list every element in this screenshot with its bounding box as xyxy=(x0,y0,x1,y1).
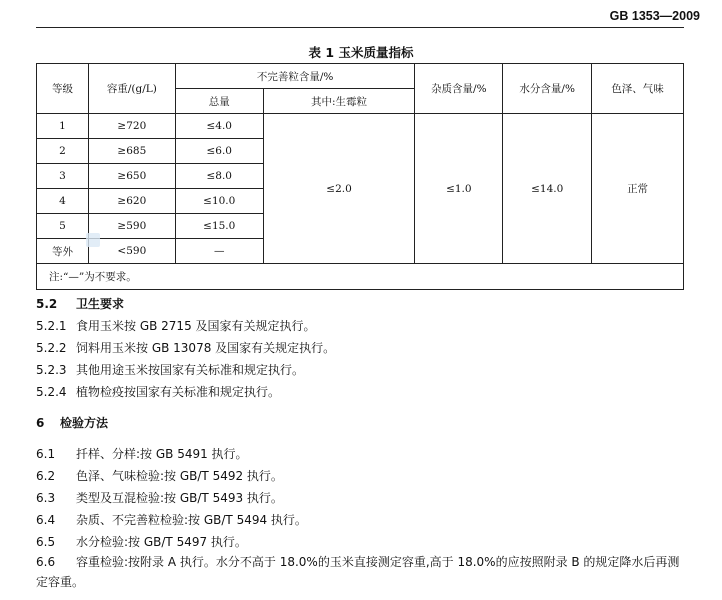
header-imperfect-kernels: 不完善粒含量/% xyxy=(175,64,415,89)
section-number: 5.2.4 xyxy=(36,385,67,399)
grade-cell: 等外 xyxy=(37,239,89,264)
section-number: 6.1 xyxy=(36,447,56,461)
header-impurity: 杂质含量/% xyxy=(415,64,503,114)
header-rule xyxy=(36,27,684,28)
color-odor-cell: 正常 xyxy=(592,114,684,264)
grade-cell: 1 xyxy=(37,114,89,139)
section-number: 6.2 xyxy=(36,469,56,483)
header-bulk-density: 容重/(g/L) xyxy=(88,64,175,114)
section-text: 容重检验:按附录 A 执行。水分不高于 18.0%的玉米直接测定容重,高于 18.0%的应按照附录 B 的规定降水后再测定容重。 xyxy=(36,555,680,589)
table-caption: 表 1 玉米质量指标 xyxy=(308,45,414,60)
section-text: 杂质、不完善粒检验:按 GB/T 5494 执行。 xyxy=(76,513,307,527)
section-number: 5.2.3 xyxy=(36,363,67,377)
section-number: 6.3 xyxy=(36,491,56,505)
section-text: 扦样、分样:按 GB 5491 执行。 xyxy=(76,447,248,461)
section-item xyxy=(36,512,307,528)
bulk-density-cell: <590 xyxy=(88,239,175,264)
section-text: 植物检疫按国家有关标准和规定执行。 xyxy=(76,385,281,399)
section-item xyxy=(36,534,247,550)
section-item xyxy=(36,552,686,592)
section-item xyxy=(36,318,316,334)
bulk-density-cell: ≥685 xyxy=(88,139,175,164)
imperfect-total-cell: ≤10.0 xyxy=(175,189,263,214)
section-text: 其他用途玉米按国家有关标准和规定执行。 xyxy=(76,363,305,377)
section-text: 检验方法 xyxy=(60,416,109,430)
section-number: 5.2 xyxy=(36,297,58,311)
section-item xyxy=(36,468,283,484)
imperfect-total-cell: ≤8.0 xyxy=(175,164,263,189)
bulk-density-cell: ≥720 xyxy=(88,114,175,139)
section-text: 色泽、气味检验:按 GB/T 5492 执行。 xyxy=(76,469,283,483)
imperfect-total-cell: ≤6.0 xyxy=(175,139,263,164)
section-text: 饲料用玉米按 GB 13078 及国家有关规定执行。 xyxy=(76,341,336,355)
table-row xyxy=(37,114,684,139)
section-number: 5.2.2 xyxy=(36,341,67,355)
section-heading xyxy=(36,415,108,431)
section-text: 类型及互混检验:按 GB/T 5493 执行。 xyxy=(76,491,283,505)
imperfect-total-cell: ≤15.0 xyxy=(175,214,263,239)
standard-number: GB 1353—2009 xyxy=(609,9,700,23)
section-number: 6.5 xyxy=(36,535,56,549)
bulk-density-cell: ≥650 xyxy=(88,164,175,189)
section-number: 6.6 xyxy=(36,555,56,569)
section-heading xyxy=(36,296,124,312)
grade-cell: 3 xyxy=(37,164,89,189)
quality-table xyxy=(36,63,684,290)
section-item xyxy=(36,446,248,462)
bulk-density-cell: ≥620 xyxy=(88,189,175,214)
imperfect-total-cell: ≤4.0 xyxy=(175,114,263,139)
section-item xyxy=(36,362,304,378)
section-number: 6.4 xyxy=(36,513,56,527)
section-number: 6 xyxy=(36,416,45,430)
section-item xyxy=(36,490,283,506)
header-imperfect-mould: 其中:生霉粒 xyxy=(263,89,415,114)
grade-cell: 2 xyxy=(37,139,89,164)
imperfect-total-cell: — xyxy=(175,239,263,264)
table-note: 注:“—”为不要求。 xyxy=(37,264,684,290)
section-text: 卫生要求 xyxy=(76,297,125,311)
mould-cell: ≤2.0 xyxy=(263,114,415,264)
watermark-mark xyxy=(86,233,100,247)
moisture-cell: ≤14.0 xyxy=(503,114,592,264)
section-item xyxy=(36,340,335,356)
header-grade: 等级 xyxy=(37,64,89,114)
header-imperfect-total: 总量 xyxy=(175,89,263,114)
bulk-density-cell: ≥590 xyxy=(88,214,175,239)
grade-cell: 5 xyxy=(37,214,89,239)
grade-cell: 4 xyxy=(37,189,89,214)
impurity-cell: ≤1.0 xyxy=(415,114,503,264)
section-text: 食用玉米按 GB 2715 及国家有关规定执行。 xyxy=(76,319,316,333)
section-item xyxy=(36,384,280,400)
section-number: 5.2.1 xyxy=(36,319,67,333)
header-color-odor: 色泽、气味 xyxy=(592,64,684,114)
header-moisture: 水分含量/% xyxy=(503,64,592,114)
section-text: 水分检验:按 GB/T 5497 执行。 xyxy=(76,535,247,549)
